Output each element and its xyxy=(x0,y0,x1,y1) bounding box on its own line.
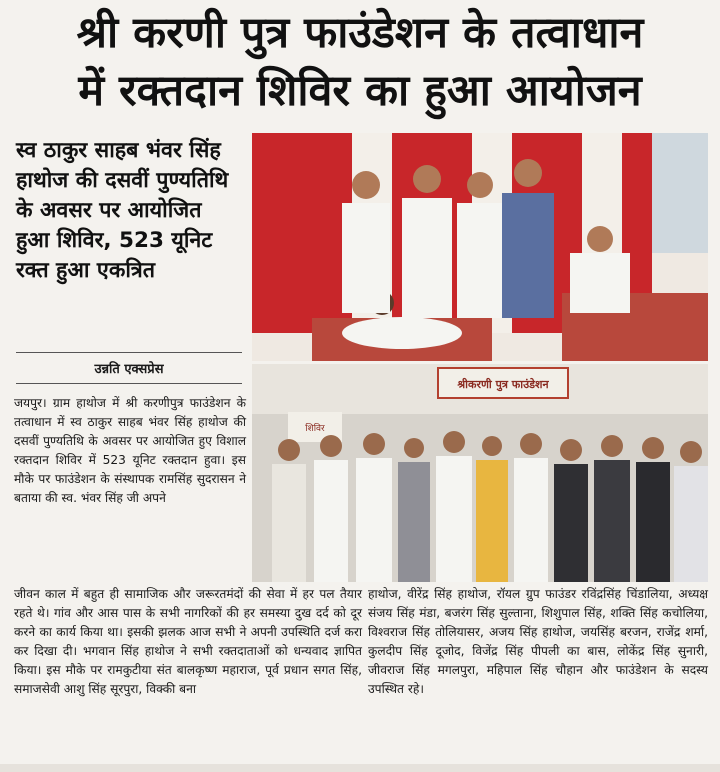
headline-line-2: में रक्तदान शिविर का हुआ आयोजन xyxy=(78,66,642,116)
photo-blood-donation xyxy=(252,133,708,361)
headline-line-1: श्री करणी पुत्र फाउंडेशन के तत्वाधान xyxy=(76,8,644,58)
article-body-bottom-right-column: हाथोज, वीरेंद्र सिंह हाथोज, रॉयल ग्रुप फाउंडर रविंद्रसिंह चिंडालिया, अध्यक्ष संजय सिंह मंडा, बजरंग सिंह सुल्ताना, शिशुपाल सिंह, शक्ति सिंह कचोलिया, विश्वराज सिंह तोलियासर, अजय सिंह हाथोज, जयसिंह बरजन, राजेंद्र शर्मा, कुलदीप सिंह दूजोद, विजेंद्र सिंह पीपली का बास, लोकेंद्र सिंह सुनारी, जीवराज सिंह मगलपुरा, महिपाल सिंह चौहान और फाउंडेशन के सदस्य उपस्थित रहे। xyxy=(368,587,708,696)
banner-text: श्रीकरणी पुत्र फाउंडेशन xyxy=(457,378,549,391)
blood-donation-photo-illustration xyxy=(252,133,708,361)
group-photo-illustration xyxy=(252,364,708,582)
article-body-left-column: जयपुर। ग्राम हाथोज में श्री करणीपुत्र फाउंडेशन के तत्वाधान में स्व ठाकुर साहब भंवर सिंह हाथोज की दसवीं पुण्यतिथि के अवसर पर आयोजित हुए विशाल रक्तदान शिविर में 523 यूनिट रक्तदान हुवा। इस मौके पर फाउंडेशन के संस्थापक रामसिंह सुदरासन ने बताया की स्व. भंवर सिंह जी अपने xyxy=(14,396,246,505)
byline: उन्नति एक्सप्रेस xyxy=(16,352,242,384)
article-body-bottom-left-column: जीवन काल में बहुत ही सामाजिक और जरूरतमंदों की सेवा में हर पल तैयार रहते थे। गांव और आस पास के सभी नागरिकों की हर समस्या दुख दर्द को दूर करने का कार्य किया था। इसकी झलक आज सभी ने अपनी उपस्थिति दर्ज करा कर दिखा दी। भगवान सिंह हाथोज ने सभी रक्तदाताओं को धन्यवाद ज्ञापित किया। इस मौके पर रामकुटीया संत बालकृष्ण महाराज, पूर्व प्रधान सगत सिंह, समाजसेवी आशु सिंह सूरपुरा, विक्की बना xyxy=(14,587,362,696)
subheadline: स्व ठाकुर साहब भंवर सिंह हाथोज की दसवीं पुण्यतिथि के अवसर पर आयोजित हुआ शिविर, 523 यूनिट रक्त हुआ एकत्रित xyxy=(16,138,229,283)
banner-small-text: शिविर xyxy=(305,424,325,434)
page-bottom-edge xyxy=(0,764,720,772)
headline xyxy=(0,0,720,128)
photo-group xyxy=(252,364,708,582)
